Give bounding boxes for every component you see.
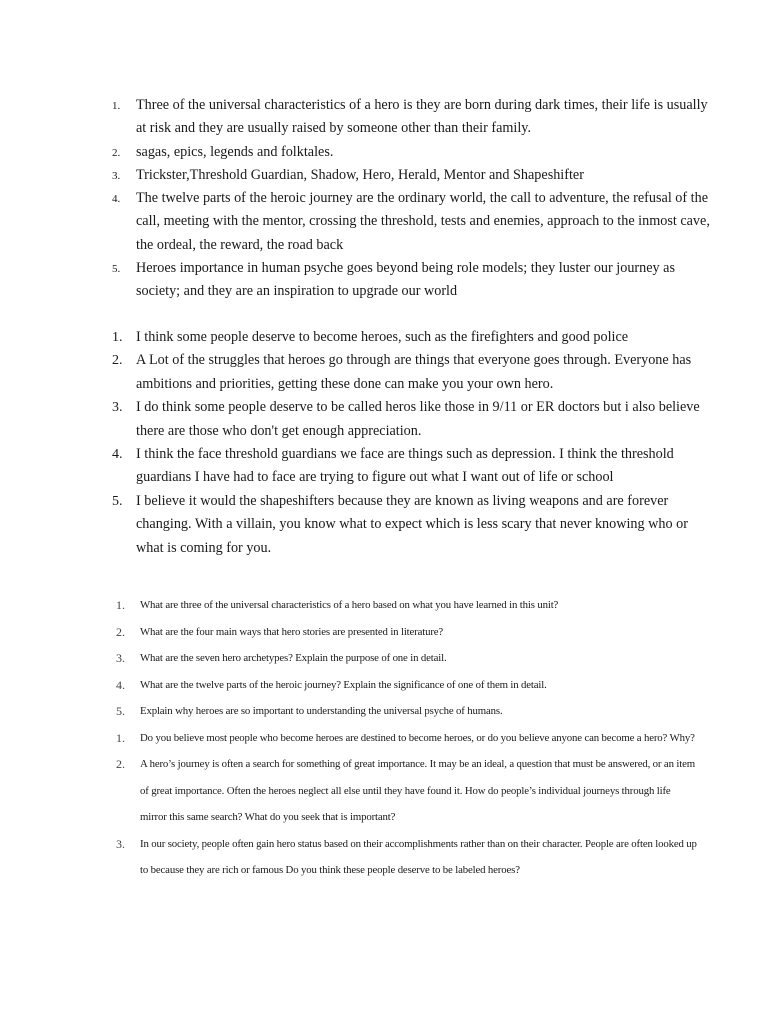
question-item (0, 725, 768, 752)
item-text: Trickster,Threshold Guardian, Shadow, Hero, Herald, Mentor and Shapeshifter (136, 166, 584, 183)
item-number: 4. (112, 193, 121, 206)
item-text: I think the face threshold guardians we face are things such as depression. I think the threshold guardians I have had to face are trying to figure out what I want out of life or school (136, 446, 674, 486)
question-item (0, 698, 768, 725)
item-text: Do you believe most people who become heroes are destined to become heroes, or do you believe anyone can become a hero? Why? (140, 731, 695, 744)
question-item (0, 672, 768, 699)
item-text: What are three of the universal characteristics of a hero based on what you have learned in this unit? (140, 599, 559, 611)
item-number: 1. (112, 100, 121, 112)
item-text: I do think some people deserve to be called heros like those in 9/11 or ER doctors but i also believe there are those who don't get enough appreciation. (136, 399, 700, 439)
list-item (0, 141, 768, 164)
item-number: 2. (112, 353, 123, 369)
item-number: 3. (116, 836, 125, 851)
list-item (0, 257, 768, 304)
item-text: A hero’s journey is often a search for something of great importance. It may be an ideal, a question that must be answered, or an item of great importance. Often the heroes neglect all else until they have found it. How do people’s individual journeys through life mirror this same search? What do you seek that is important? (140, 758, 695, 823)
item-number: 4. (116, 677, 125, 692)
item-text: A Lot of the struggles that heroes go through are things that everyone goes through. Everyone has ambitions and priorities, getting these done can make you your own hero. (136, 352, 692, 392)
item-text: What are the seven hero archetypes? Explain the purpose of one in detail. (140, 652, 447, 664)
item-text: The twelve parts of the heroic journey are the ordinary world, the call to adventure, the refusal of the call, meeting with the mentor, crossing the threshold, tests and enemies, approach to the inmost cave, the ordeal, the reward, the road back (136, 190, 710, 253)
list-item (0, 187, 768, 257)
item-number: 5. (112, 493, 123, 509)
item-text: I believe it would the shapeshifters because they are known as living weapons and are forever changing. With a villain, you know what to expect which is less scary that never knowing who or what is coming for you. (136, 492, 688, 556)
list-item (0, 349, 768, 396)
item-number: 4. (112, 447, 123, 463)
item-number: 2. (116, 757, 125, 771)
list-item (0, 326, 768, 349)
item-text: What are the twelve parts of the heroic journey? Explain the significance of one of them in detail. (140, 678, 547, 691)
questions-list (0, 592, 768, 884)
item-number: 3. (112, 400, 123, 416)
item-number: 2. (112, 146, 121, 159)
item-text: sagas, epics, legends and folktales. (136, 143, 334, 160)
question-item (0, 619, 768, 646)
item-number: 5. (116, 704, 125, 718)
question-item (0, 645, 768, 672)
list-item (0, 443, 768, 490)
item-text: In our society, people often gain hero status based on their accomplishments rather than on their character. People are often looked up to because they are rich or famous Do you think these people deserve to be labeled heroes? (140, 837, 697, 876)
question-item (0, 592, 768, 619)
answers-list-part2 (0, 326, 768, 560)
item-text: What are the four main ways that hero stories are presented in literature? (140, 625, 444, 638)
list-item (0, 164, 768, 187)
item-number: 1. (112, 330, 123, 345)
question-item (0, 751, 768, 831)
item-text: Explain why heroes are so important to understanding the universal psyche of humans. (140, 705, 503, 717)
item-text: Heroes importance in human psyche goes beyond being role models; they luster our journey as society; and they are an inspiration to upgrade our world (136, 260, 675, 300)
item-number: 3. (116, 651, 125, 665)
item-number: 5. (112, 263, 121, 276)
question-item (0, 831, 768, 884)
list-item (0, 396, 768, 443)
item-number: 1. (116, 730, 125, 745)
answers-list-part1 (0, 94, 768, 304)
item-text: I think some people deserve to become heroes, such as the firefighters and good police (136, 329, 629, 345)
item-number: 1. (116, 598, 125, 612)
list-item (0, 94, 768, 141)
item-text: Three of the universal characteristics of a hero is they are born during dark times, their life is usually at risk and they are usually raised by someone other than their family. (136, 97, 708, 137)
item-number: 3. (112, 169, 121, 182)
item-number: 2. (116, 624, 125, 639)
list-item (0, 490, 768, 560)
